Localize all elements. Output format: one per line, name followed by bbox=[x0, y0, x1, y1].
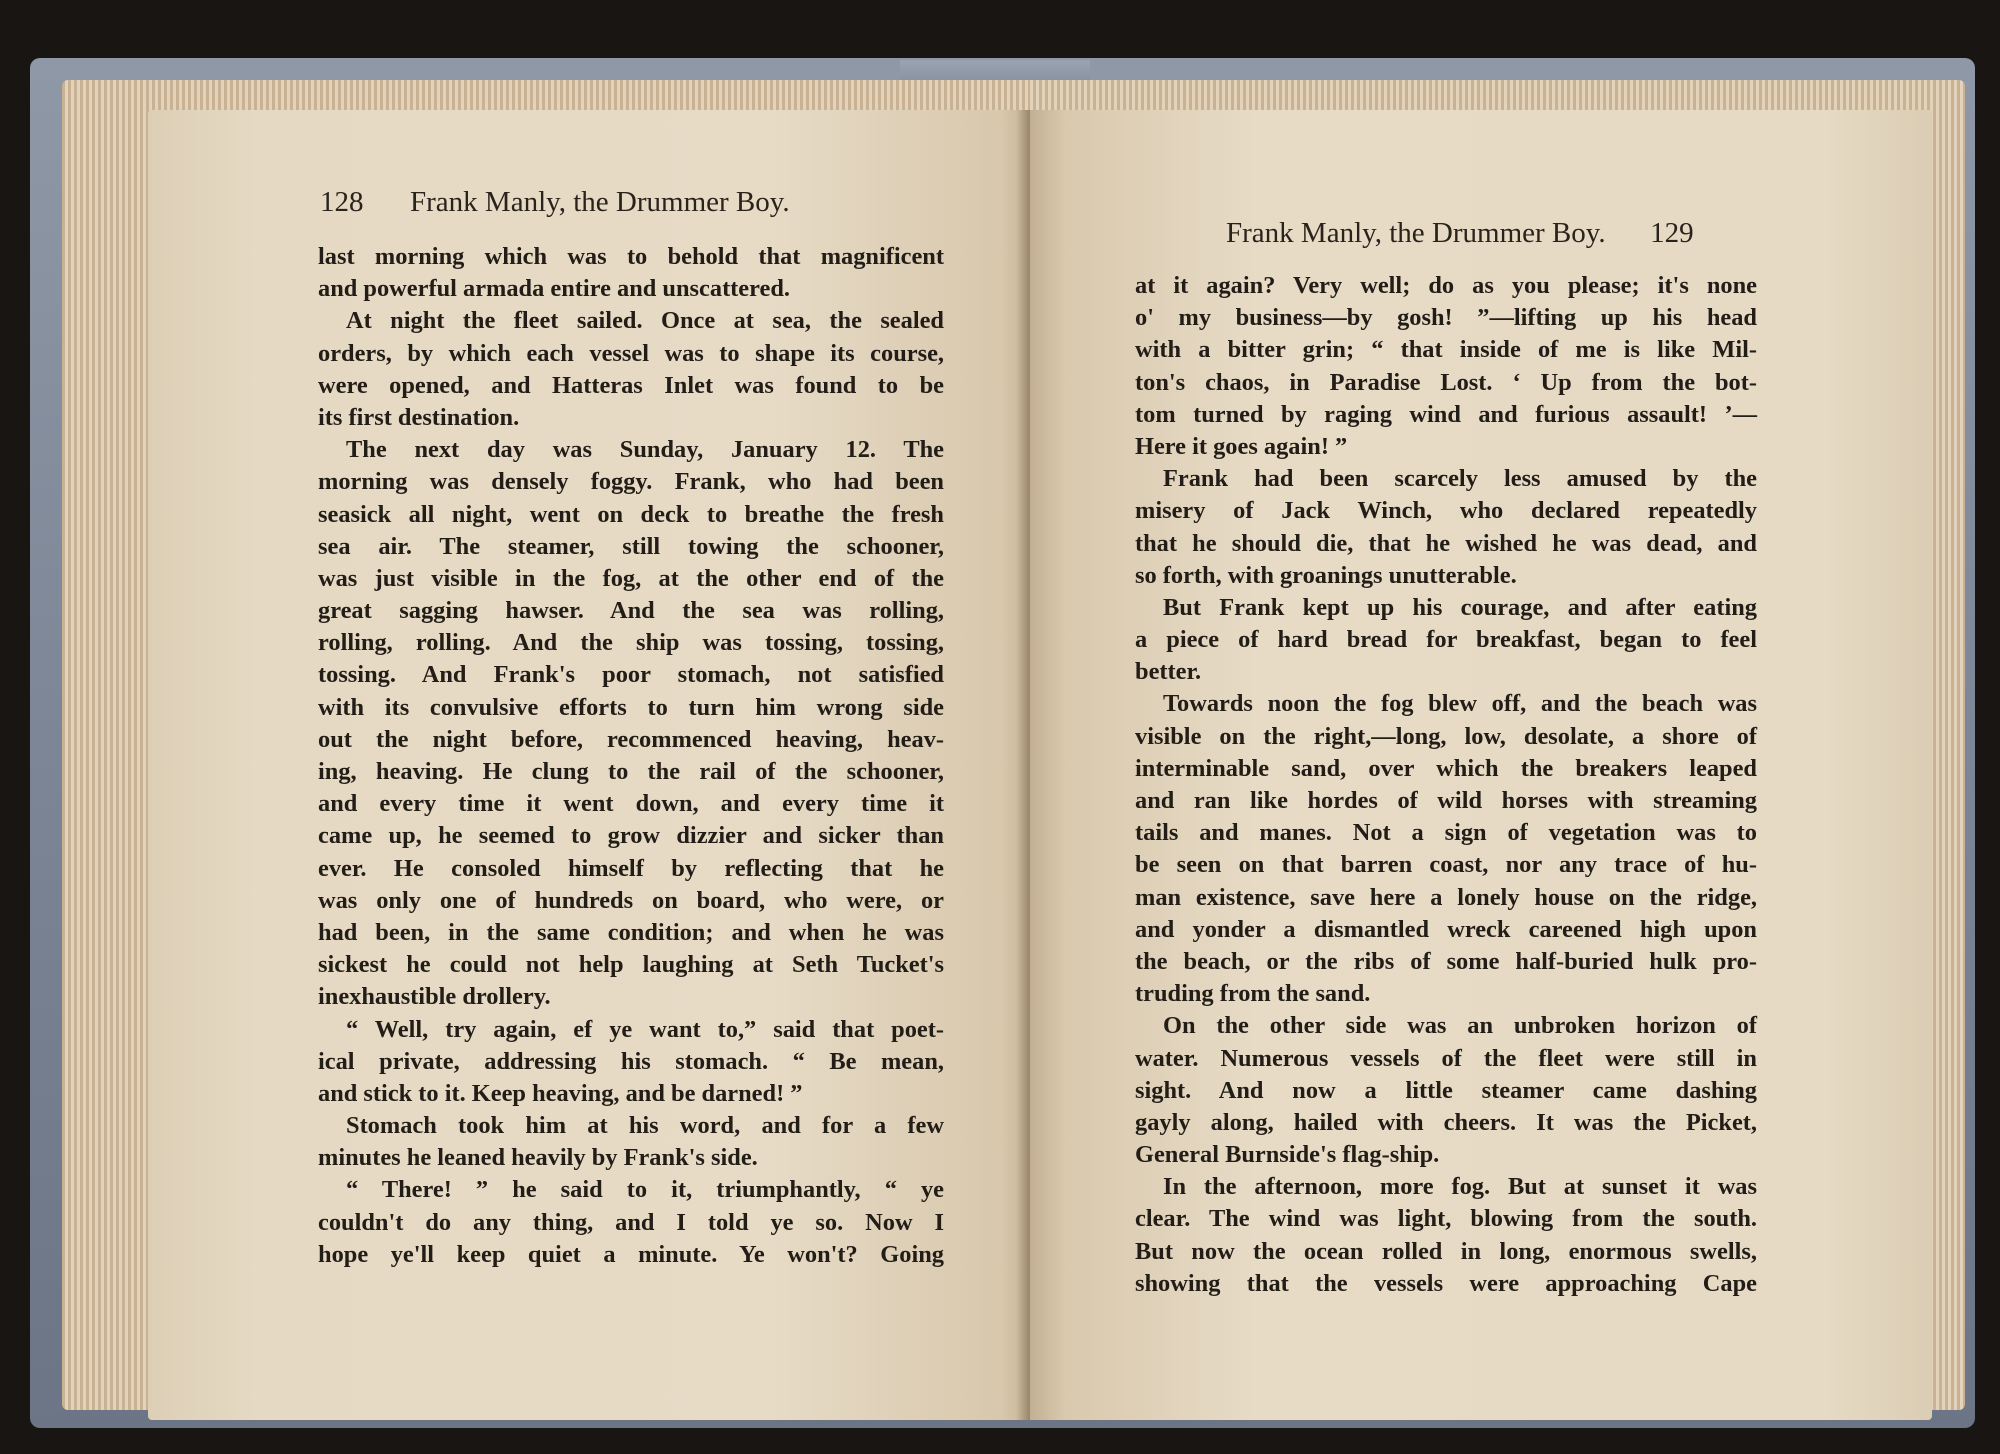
text-line: was just visible in the fog, at the other end of the bbox=[318, 564, 944, 592]
text-line: rolling, rolling. And the ship was tossing, tossing, bbox=[318, 629, 944, 657]
text-line: was only one of hundreds on board, who were, or bbox=[318, 886, 944, 914]
text-line: that he should die, that he wished he was dead, and bbox=[1135, 529, 1757, 557]
text-line: and ran like hordes of wild horses with streaming bbox=[1135, 787, 1757, 814]
left-page-text bbox=[318, 241, 944, 1271]
right-page-number: 129 bbox=[1650, 217, 1694, 249]
left-running-title: Frank Manly, the Drummer Boy. bbox=[410, 186, 790, 218]
text-line: were opened, and Hatteras Inlet was found to be bbox=[318, 371, 944, 399]
text-line: General Burnside's flag-ship. bbox=[1135, 1141, 1440, 1169]
text-line: gayly along, hailed with cheers. It was the Picket, bbox=[1135, 1108, 1757, 1136]
text-line: great sagging hawser. And the sea was rolling, bbox=[318, 597, 944, 625]
right-page-text bbox=[1135, 270, 1757, 1300]
text-line: hope ye'll keep quiet a minute. Ye won't? Going bbox=[318, 1240, 944, 1268]
text-line: last morning which was to behold that magnificent bbox=[318, 243, 944, 270]
text-line: sea air. The steamer, still towing the schooner, bbox=[318, 532, 944, 560]
text-line: better. bbox=[1135, 658, 1202, 686]
text-line: with a bitter grin; “ that inside of me is like Mil- bbox=[1135, 336, 1757, 364]
text-line: “ There! ” he said to it, triumphantly, “ ye bbox=[346, 1176, 944, 1204]
text-line: tom turned by raging wind and furious assault! ’— bbox=[1135, 400, 1757, 428]
text-line: ical private, addressing his stomach. “ Be mean, bbox=[318, 1047, 944, 1075]
text-line: At night the fleet sailed. Once at sea, the sealed bbox=[346, 307, 944, 335]
text-line: clear. The wind was light, blowing from the south. bbox=[1135, 1205, 1757, 1233]
text-line: couldn't do any thing, and I told ye so. Now I bbox=[318, 1208, 944, 1236]
text-line: Towards noon the fog blew off, and the beach was bbox=[1163, 690, 1757, 718]
text-line: sight. And now a little steamer came dashing bbox=[1135, 1076, 1757, 1104]
text-line: Stomach took him at his word, and for a few bbox=[346, 1112, 944, 1140]
text-line: Here it goes again! ” bbox=[1135, 432, 1348, 460]
text-line: visible on the right,—long, low, desolate, a shore of bbox=[1135, 722, 1757, 750]
text-line: tails and manes. Not a sign of vegetation was to bbox=[1135, 819, 1757, 847]
text-line: orders, by which each vessel was to shape its course, bbox=[318, 339, 944, 367]
text-line: inexhaustible drollery. bbox=[318, 983, 551, 1011]
text-line: morning was densely foggy. Frank, who had been bbox=[318, 468, 944, 496]
text-line: so forth, with groanings unutterable. bbox=[1135, 561, 1517, 589]
text-line: seasick all night, went on deck to breathe the fresh bbox=[318, 500, 944, 528]
text-line: water. Numerous vessels of the fleet were still in bbox=[1135, 1044, 1757, 1072]
text-line: ing, heaving. He clung to the rail of the schooner, bbox=[318, 758, 944, 785]
right-page bbox=[1030, 110, 1932, 1420]
text-line: minutes he leaned heavily by Frank's side. bbox=[318, 1144, 758, 1172]
text-line: sickest he could not help laughing at Seth Tucket's bbox=[318, 951, 944, 979]
text-line: and powerful armada entire and unscattered. bbox=[318, 275, 791, 303]
text-line: o' my business—by gosh! ”—lifting up his head bbox=[1135, 304, 1757, 332]
left-running-head bbox=[320, 186, 790, 219]
text-line: Frank had been scarcely less amused by the bbox=[1163, 465, 1757, 493]
text-line: “ Well, try again, ef ye want to,” said that poet- bbox=[346, 1015, 944, 1043]
text-line: On the other side was an unbroken horizon of bbox=[1163, 1012, 1757, 1040]
text-line: the beach, or the ribs of some half-buried hulk pro- bbox=[1135, 947, 1757, 975]
text-line: out the night before, recommenced heaving, heav- bbox=[318, 725, 944, 753]
text-line: man existence, save here a lonely house on the ridge, bbox=[1135, 883, 1757, 911]
text-line: with its convulsive efforts to turn him wrong side bbox=[318, 693, 944, 721]
left-page-number: 128 bbox=[320, 186, 364, 218]
right-running-head bbox=[1226, 217, 1694, 250]
text-line: came up, he seemed to grow dizzier and sicker than bbox=[318, 822, 944, 850]
text-line: its first destination. bbox=[318, 403, 520, 431]
text-line: In the afternoon, more fog. But at sunset it was bbox=[1163, 1173, 1757, 1201]
left-page bbox=[148, 110, 1036, 1420]
text-line: truding from the sand. bbox=[1135, 980, 1371, 1008]
text-line: at it again? Very well; do as you please; it's none bbox=[1135, 272, 1757, 299]
text-line: and stick to it. Keep heaving, and be darned! ” bbox=[318, 1079, 803, 1107]
text-line: had been, in the same condition; and when he was bbox=[318, 918, 944, 946]
text-line: The next day was Sunday, January 12. The bbox=[346, 436, 944, 464]
text-line: and yonder a dismantled wreck careened high upon bbox=[1135, 915, 1757, 943]
text-line: be seen on that barren coast, nor any trace of hu- bbox=[1135, 851, 1757, 879]
text-line: ever. He consoled himself by reflecting that he bbox=[318, 854, 944, 882]
text-line: and every time it went down, and every time it bbox=[318, 790, 944, 818]
right-running-title: Frank Manly, the Drummer Boy. bbox=[1226, 217, 1606, 249]
text-line: tossing. And Frank's poor stomach, not satisfied bbox=[318, 661, 944, 689]
text-line: interminable sand, over which the breakers leaped bbox=[1135, 754, 1757, 782]
text-line: misery of Jack Winch, who declared repeatedly bbox=[1135, 497, 1757, 525]
text-line: a piece of hard bread for breakfast, began to feel bbox=[1135, 626, 1757, 654]
text-line: ton's chaos, in Paradise Lost. ‘ Up from the bot- bbox=[1135, 368, 1757, 396]
text-line: But now the ocean rolled in long, enormous swells, bbox=[1135, 1237, 1757, 1265]
text-line: showing that the vessels were approaching Cape bbox=[1135, 1269, 1757, 1297]
text-line: But Frank kept up his courage, and after eating bbox=[1163, 593, 1757, 621]
